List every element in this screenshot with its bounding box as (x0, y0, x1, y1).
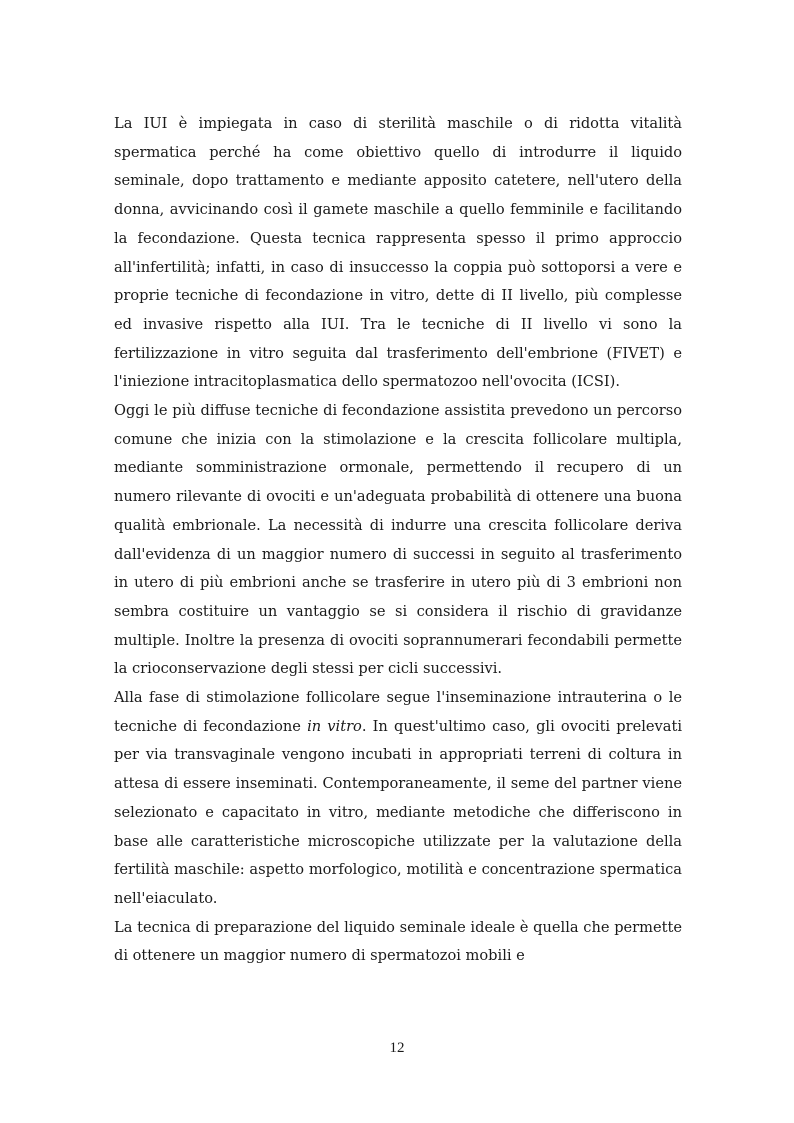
body-text (114, 110, 682, 971)
paragraph-stimulation-text-end: . In quest'ultimo caso, gli ovociti prelevati per via transvaginale vengono incubati in appropriati terreni di coltura in attesa di essere inseminati. Contemporaneamente, il seme del partner viene selezionato e capacitato in vitro, mediante metodiche che differiscono in base alle caratteristiche microscopiche utilizzate per la valutazione della fertilità maschile: aspetto morfologico, motilità e concentrazione spermatica nell'eiaculato. (114, 717, 683, 907)
italic-in-vitro: in vitro (307, 717, 362, 735)
paragraph-seminal-preparation: La tecnica di preparazione del liquido seminale ideale è quella che permette di ottenere un maggior numero di spermatozoi mobili e (114, 918, 682, 965)
paragraph-iui: La IUI è impiegata in caso di sterilità maschile o di ridotta vitalità spermatica perché ha come obiettivo quello di introdurre il liquido seminale, dopo trattamento e mediante apposito catetere, nell'utero della donna, avvicinando così il gamete maschile a quello femminile e facilitando la fecondazione. Questa tecnica rappresenta spesso il primo approccio all'infertilità; infatti, in caso di insuccesso la coppia può sottoporsi a vere e proprie tecniche di fecondazione in vitro, dette di II livello, più complesse ed invasive rispetto alla IUI. Tra le tecniche di II livello vi sono la fertilizzazione in vitro seguita dal trasferimento dell'embrione (FIVET) e l'iniezione intracitoplasmatica dello spermatozoo nell'ovocita (ICSI). (114, 115, 682, 391)
paragraph-stimulation-text-start: Alla fase di stimolazione follicolare segue l'inseminazione intrauterina o le tecniche di fecondazione (114, 689, 682, 735)
paragraph-stimulation-phase (114, 684, 682, 914)
page-number: 12 (389, 1040, 405, 1056)
paragraph-assisted-techniques: Oggi le più diffuse tecniche di fecondazione assistita prevedono un percorso comune che inizia con la stimolazione e la crescita follicolare multipla, mediante somministrazione ormonale, permettendo il recupero di un numero rilevante di ovociti e un'adeguata probabilità di ottenere una buona qualità embrionale. La necessità di indurre una crescita follicolare deriva dall'evidenza di un maggior numero di successi in seguito al trasferimento in utero di più embrioni anche se trasferire in utero più di 3 embrioni non sembra costituire un vantaggio se si considera il rischio di gravidanze multiple. Inoltre la presenza di ovociti soprannumerari fecondabili permette la crioconservazione degli stessi per cicli successivi. (114, 402, 682, 678)
